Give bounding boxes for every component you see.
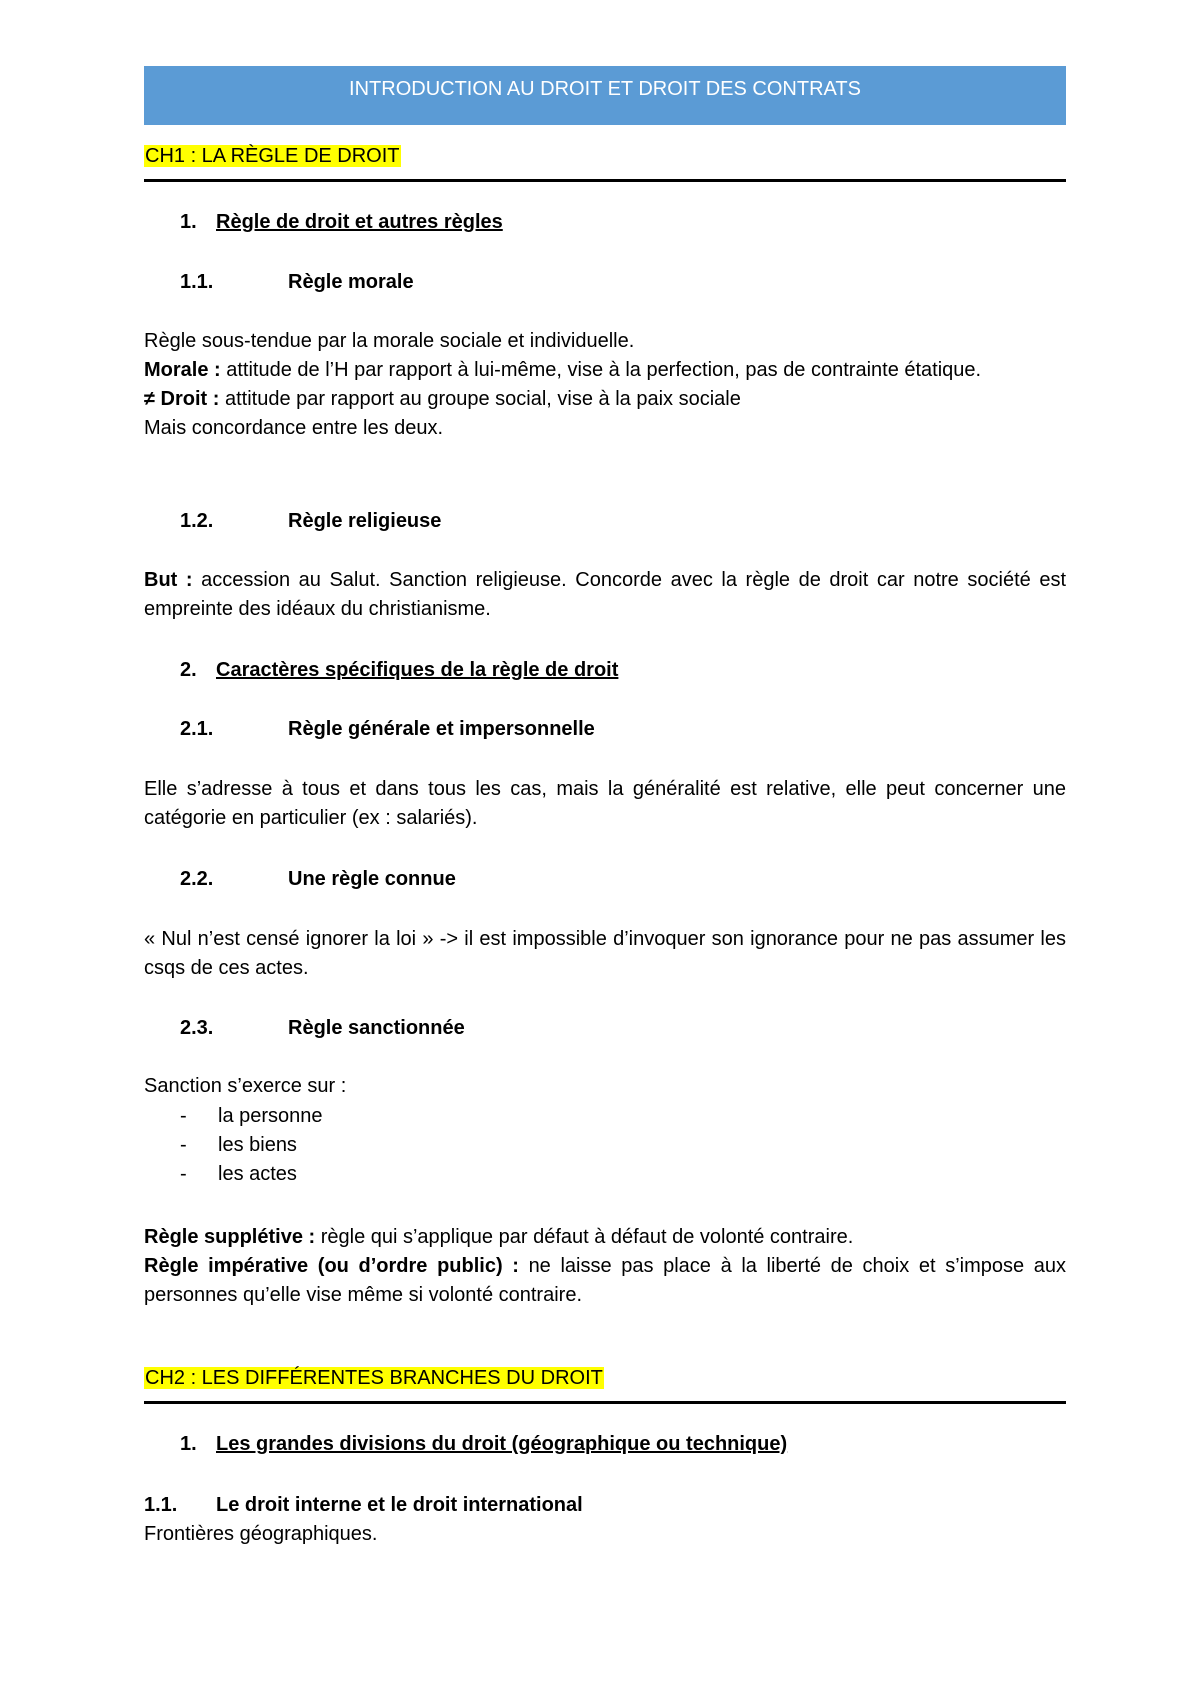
chapter-1-title: CH1 : LA RÈGLE DE DROIT	[145, 145, 400, 167]
text-content: attitude de l’H par rapport à lui-même, vise à la perfection, pas de contrainte étatique.	[220, 359, 982, 381]
list-item	[180, 1105, 323, 1128]
section-title: Caractères spécifiques de la règle de droit	[216, 659, 619, 681]
section-title: Règle de droit et autres règles	[216, 211, 503, 233]
section-title: Les grandes divisions du droit (géographique ou technique)	[216, 1433, 788, 1455]
paragraph-regles	[144, 1223, 1066, 1310]
subsection-1-1-heading	[180, 271, 414, 294]
subsection-number: 2.2.	[180, 868, 214, 890]
bold-label: Morale :	[144, 359, 221, 381]
section-1-heading	[180, 211, 503, 234]
text-line: Règle sous-tendue par la morale sociale et individuelle.	[144, 330, 635, 352]
section-number: 1.	[180, 211, 197, 233]
document-title-banner: INTRODUCTION AU DROIT ET DROIT DES CONTRATS	[144, 66, 1066, 125]
subsection-title: Règle générale et impersonnelle	[288, 718, 595, 740]
subsection-number: 1.1.	[144, 1494, 178, 1516]
bullet-dash: -	[180, 1134, 187, 1156]
text-content: ne laisse pas place à la liberté de choix et s’impose aux personnes qu’elle vise même si volonté contraire.	[144, 1255, 1066, 1306]
subsection-number: 1.1.	[180, 271, 214, 293]
paragraph-connue: « Nul n’est censé ignorer la loi » -> il est impossible d’invoquer son ignorance pour ne pas assumer les csqs de ces actes.	[144, 928, 1066, 979]
bold-label: Règle supplétive :	[144, 1226, 316, 1248]
list-item	[180, 1134, 297, 1157]
subsection-number: 2.3.	[180, 1017, 214, 1039]
subsection-number: 1.2.	[180, 510, 214, 532]
text-line	[144, 1252, 1066, 1310]
paragraph-generale: Elle s’adresse à tous et dans tous les cas, mais la généralité est relative, elle peut concerner une catégorie en particulier (ex : salariés).	[144, 778, 1066, 829]
paragraph-sanction: Sanction s’exerce sur :	[144, 1075, 347, 1097]
subsection-title: Une règle connue	[288, 868, 456, 890]
subsection-2-2-heading	[180, 868, 456, 891]
list-item-text: les biens	[218, 1134, 297, 1156]
chapter-2-heading	[144, 1367, 1066, 1404]
list-item	[180, 1163, 297, 1186]
text-content: règle qui s’applique par défaut à défaut de volonté contraire.	[315, 1226, 854, 1248]
text-line: Mais concordance entre les deux.	[144, 417, 444, 439]
bullet-dash: -	[180, 1105, 187, 1127]
paragraph-religieuse	[144, 566, 1066, 624]
text-line	[144, 1223, 1066, 1252]
section-number: 2.	[180, 659, 197, 681]
subsection-title: Règle morale	[288, 271, 414, 293]
subsection-1-2-heading	[180, 510, 441, 533]
subsection-2-1-heading	[180, 718, 595, 741]
text-line	[144, 385, 1066, 414]
chapter-2-title: CH2 : LES DIFFÉRENTES BRANCHES DU DROIT	[145, 1367, 603, 1389]
section-2-heading	[180, 659, 618, 682]
bullet-dash: -	[180, 1163, 187, 1185]
subsection-number: 2.1.	[180, 718, 214, 740]
bold-label: But :	[144, 569, 193, 591]
bold-label: Règle impérative (ou d’ordre public) :	[144, 1255, 519, 1277]
ch2-section-1-heading	[180, 1433, 787, 1456]
list-item-text: les actes	[218, 1163, 297, 1185]
chapter-1-heading	[144, 145, 1066, 182]
list-item-text: la personne	[218, 1105, 323, 1127]
subsection-2-3-heading	[180, 1017, 465, 1040]
subsection-title: Règle sanctionnée	[288, 1017, 465, 1039]
text-content: accession au Salut. Sanction religieuse. Concorde avec la règle de droit car notre société est empreinte des idéaux du christianisme.	[144, 569, 1066, 620]
subsection-title: Règle religieuse	[288, 510, 442, 532]
bold-label: ≠ Droit :	[144, 388, 220, 410]
subsection-title: Le droit interne et le droit international	[216, 1494, 583, 1516]
ch2-subsection-1-1-heading	[144, 1494, 583, 1517]
text-content: attitude par rapport au groupe social, vise à la paix sociale	[219, 388, 741, 410]
text-line	[144, 356, 1066, 385]
paragraph-frontieres: Frontières géographiques.	[144, 1523, 378, 1545]
section-number: 1.	[180, 1433, 197, 1455]
paragraph-morale	[144, 327, 1066, 443]
